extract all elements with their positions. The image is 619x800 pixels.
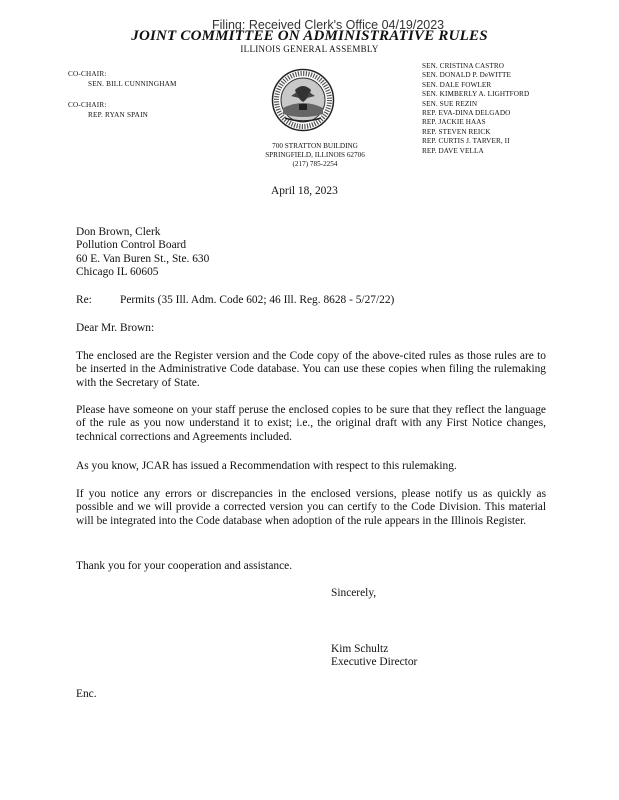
member-name: REP. JACKIE HAAS (422, 118, 486, 127)
recipient-city: Chicago IL 60605 (76, 266, 159, 279)
member-name: REP. EVA-DINA DELGADO (422, 109, 511, 118)
body-paragraph: Please have someone on your staff peruse the enclosed copies to be sure that they reflect the language of the rule as you now understand it to exist; i.e., the original draft with any First Notice changes, technical corrections and Agreements included. (76, 404, 546, 443)
body-paragraph: If you notice any errors or discrepancies in the enclosed versions, please notify us as quickly as possible and we will provide a corrected version you can certify to the Code Division. This material will be integrated into the Code database when adoption of the rule appears in the Illinois Register. (76, 488, 546, 527)
letterhead-title: JOINT COMMITTEE ON ADMINISTRATIVE RULES (131, 28, 488, 44)
recipient-name: Don Brown, Clerk (76, 226, 161, 238)
member-name: SEN. CRISTINA CASTRO (422, 62, 505, 70)
recipient-block (76, 226, 209, 280)
closing: Sincerely, (331, 587, 377, 599)
address-line: SPRINGFIELD, ILLINOIS 62706 (265, 151, 365, 159)
member-name: REP. CURTIS J. TARVER, II (422, 137, 510, 146)
re-label: Re: (76, 294, 92, 306)
cochair-name: REP. RYAN SPAIN (88, 111, 149, 119)
members-list (422, 62, 529, 156)
re-subject: Permits (35 Ill. Adm. Code 602; 46 Ill. Reg. 8628 - 5/27/22) (120, 294, 395, 306)
member-name: REP. STEVEN REICK (422, 127, 491, 136)
body-paragraph: As you know, JCAR has issued a Recommendation with respect to this rulemaking. (76, 460, 457, 472)
cochair-label: CO-CHAIR: (68, 101, 107, 109)
address-block (230, 142, 400, 169)
state-seal-icon (271, 68, 335, 132)
body-paragraph: Thank you for your cooperation and assistance. (76, 560, 293, 572)
letter-date: April 18, 2023 (271, 185, 338, 197)
member-name: SEN. DALE FOWLER (422, 80, 492, 89)
letterhead-subtitle: ILLINOIS GENERAL ASSEMBLY (240, 44, 379, 54)
enclosure-note: Enc. (76, 688, 97, 700)
signer-title: Executive Director (331, 656, 418, 668)
member-name: REP. DAVE VELLA (422, 146, 484, 155)
cochair-label: CO-CHAIR: (68, 70, 107, 78)
recipient-org: Pollution Control Board (76, 239, 187, 252)
address-line: 700 STRATTON BUILDING (272, 142, 358, 150)
recipient-street: 60 E. Van Buren St., Ste. 630 (76, 252, 210, 265)
member-name: SEN. SUE REZIN (422, 99, 478, 108)
body-paragraph: The enclosed are the Register version and the Code copy of the above-cited rules as those rules are to be inserted in the Administrative Code database. You can use these copies when filing the rulemaking with the Secretary of State. (76, 350, 546, 389)
filing-stamp: Filing: Received Clerk's Office 04/19/2023 (212, 18, 445, 32)
member-name: SEN. DONALD P. DeWITTE (422, 71, 512, 80)
address-line: (217) 785-2254 (292, 160, 338, 168)
cochair-name: SEN. BILL CUNNINGHAM (88, 80, 177, 88)
salutation: Dear Mr. Brown: (76, 322, 155, 334)
member-name: SEN. KIMBERLY A. LIGHTFORD (422, 90, 530, 99)
signer-name: Kim Schultz (331, 643, 389, 655)
